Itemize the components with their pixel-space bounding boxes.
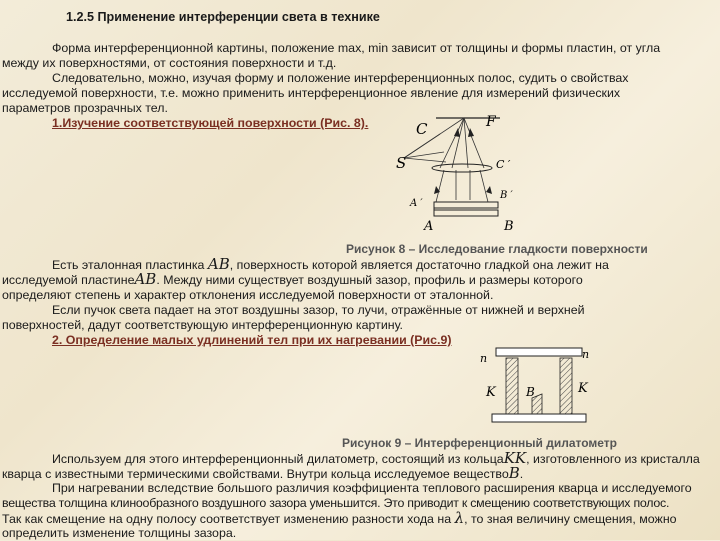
- paragraph-line: Форма интерференционной картины, положение max, min зависит от толщины и формы пластин, от угла: [52, 41, 661, 55]
- figure-8-label-a: A: [424, 219, 434, 234]
- paragraph-line: определяют степень и характер отклонения исследуемой поверхности от эталонной.: [2, 288, 494, 302]
- figure-8-label-c: C: [416, 120, 428, 138]
- figure-9-caption: Рисунок 9 – Интерференционный дилатометр: [342, 436, 618, 450]
- figure-9-label-b: B: [526, 385, 535, 399]
- paragraph-line: параметров прозрачных тел.: [2, 101, 168, 115]
- page-title: 1.2.5 Применение интерференции света в технике: [66, 10, 380, 24]
- subheading-1: 1.Изучение соответствующей поверхности (Рис. 8).: [52, 116, 369, 130]
- symbol-kk: KK: [503, 449, 527, 467]
- figure-8-diagram: [396, 112, 536, 240]
- symbol-ab: AB: [207, 255, 230, 273]
- paragraph-line: Следовательно, можно, изучая форму и положение интерференционных полос, судить о свойствах: [52, 71, 629, 85]
- paragraph-line: поверхностей, дадут соответствующую интерференционную картину.: [2, 318, 403, 332]
- paragraph-line: Есть эталонная пластинка AB, поверхность которой является достаточно гладкой она лежит на: [52, 255, 609, 273]
- figure-8-label-c-prime: C ′: [496, 158, 511, 171]
- paragraph-line: определить изменение толщины зазора.: [2, 526, 237, 540]
- figure-9-diagram: [476, 344, 596, 430]
- paragraph-line: вещества толщина клинообразного воздушного зазора уменьшится. Это приводит к смещению соответствующих полос.: [2, 496, 670, 510]
- paragraph-line: исследуемой пластинеAB. Между ними существует воздушный зазор, профиль и размеры которого: [2, 270, 583, 288]
- figure-8-label-b-prime: B ′: [500, 190, 513, 201]
- figure-8-label-a-prime: A ′: [410, 198, 423, 209]
- figure-8-label-b: B: [504, 219, 514, 234]
- symbol-lambda: λ: [454, 509, 465, 527]
- paragraph-line: Так как смещение на одну полосу соответствует изменению разности хода на λ, то зная величину смещения, можно: [2, 509, 677, 527]
- symbol-b: B: [508, 464, 520, 482]
- figure-8-caption: Рисунок 8 – Исследование гладкости поверхности: [346, 242, 648, 256]
- paragraph-line: исследуемой поверхности, т.е. можно применить интерференционное явление для измерений физических: [2, 86, 621, 100]
- paragraph-line: кварца с известными термическими свойствами. Внутри кольца исследуемое веществоB.: [2, 464, 524, 482]
- paragraph-line: между их поверхностями, от состояния поверхности и т.д.: [2, 56, 337, 70]
- figure-9-label-n: n: [480, 352, 488, 365]
- paragraph-line: Используем для этого интерференционный дилатометр, состоящий из кольцаKK, изготовленного из кристалла: [52, 449, 700, 467]
- subheading-2: 2. Определение малых удлинений тел при их нагревании (Рис.9): [52, 333, 452, 347]
- figure-8-label-s: S: [396, 154, 407, 172]
- paragraph-line: Если пучок света падает на этот воздушны зазор, то лучи, отражённые от нижней и верхней: [52, 303, 585, 317]
- symbol-ab: AB: [134, 270, 157, 288]
- paragraph-line: При нагревании вследствие большого различия коэффициента теплового расширения кварца и исследуемого: [52, 481, 692, 495]
- figure-9-label-k-right: K: [578, 381, 588, 396]
- figure-9-label-k: K: [486, 385, 496, 400]
- figure-9-label-n-right: n: [582, 348, 590, 361]
- figure-8-label-f: F: [486, 114, 496, 130]
